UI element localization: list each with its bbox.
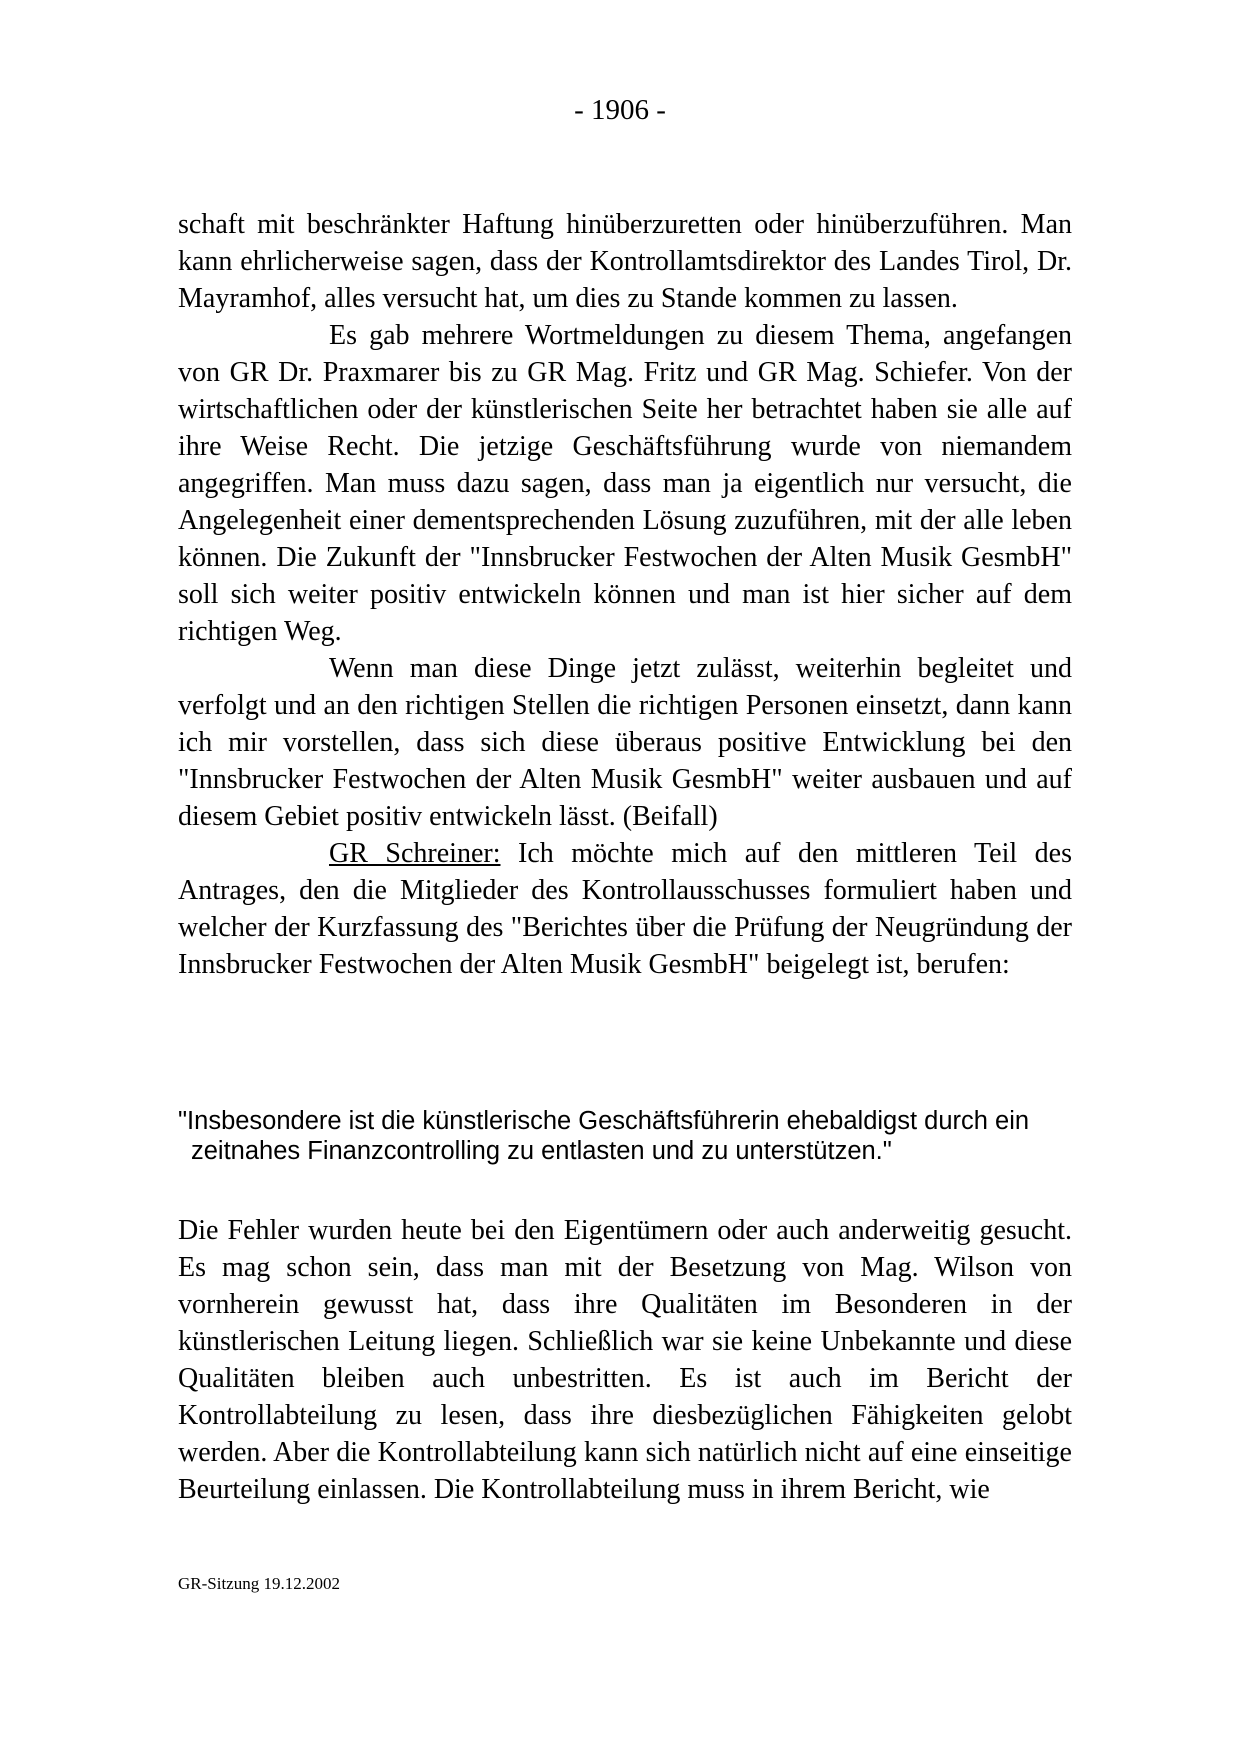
- paragraph: schaft mit beschränkter Haftung hinüberzuretten oder hinüberzuführen. Man kann ehrlicherweise sagen, dass der Kontrollamtsdirektor des Landes Tirol, Dr. Mayramhof, alles versucht hat, um dies zu Stande kommen zu lassen.: [178, 209, 1072, 314]
- quote-line: "Insbesondere ist die künstlerische Geschäftsführerin ehebaldigst durch ein: [178, 1107, 1030, 1135]
- speaker-statement: Ich möchte mich auf den mittleren Teil des Antrages, den die Mitglieder des Kontrollausschusses formuliert haben und welcher der Kurzfassung des "Berichtes über die Prüfung der Neugründung der Innsbrucker Festwochen der Alten Musik GesmbH" beigelegt ist, berufen:: [178, 838, 1072, 980]
- paragraph: Es gab mehrere Wortmeldungen zu diesem Thema, angefangen von GR Dr. Praxmarer bis zu GR Mag. Fritz und GR Mag. Schiefer. Von der wirtschaftlichen oder der künstlerischen Seite her betrachtet haben sie alle auf ihre Weise Recht. Die jetzige Geschäftsführung wurde von niemandem angegriffen. Man muss dazu sagen, dass man ja eigentlich nur versucht, die Angelegenheit einer dementsprechenden Lösung zuzuführen, mit der alle leben können. Die Zukunft der "Innsbrucker Festwochen der Alten Musik GesmbH" soll sich weiter positiv entwickeln können und man ist hier sicher auf dem richtigen Weg.: [178, 320, 1072, 647]
- quoted-motion: [178, 1106, 1078, 1166]
- speaker-name: GR Schreiner:: [329, 838, 501, 869]
- page-number: - 1906 -: [574, 94, 666, 126]
- quote-line: zeitnahes Finanzcontrolling zu entlasten und zu unterstützen.": [191, 1137, 892, 1165]
- footer-session-date: GR-Sitzung 19.12.2002: [178, 1574, 340, 1593]
- body-text-lower: [178, 1212, 1072, 1508]
- paragraph: Wenn man diese Dinge jetzt zulässt, weiterhin begleitet und verfolgt und an den richtigen Stellen die richtigen Personen einsetzt, dann kann ich mir vorstellen, dass sich diese überaus positive Entwicklung bei den "Innsbrucker Festwochen der Alten Musik GesmbH" weiter ausbauen und auf diesem Gebiet positiv entwickeln lässt. (Beifall): [178, 653, 1072, 832]
- paragraph: Die Fehler wurden heute bei den Eigentümern oder auch anderweitig gesucht. Es mag schon sein, dass man mit der Besetzung von Mag. Wilson von vornherein gewusst hat, dass ihre Qualitäten im Besonderen in der künstlerischen Leitung liegen. Schließlich war sie keine Unbekannte und diese Qualitäten bleiben auch unbestritten. Es ist auch im Bericht der Kontrollabteilung zu lesen, dass ihre diesbezüglichen Fähigkeiten gelobt werden. Aber die Kontrollabteilung kann sich natürlich nicht auf eine einseitige Beurteilung einlassen. Die Kontrollabteilung muss in ihrem Bericht, wie: [178, 1215, 1072, 1505]
- speaker-paragraph: [178, 835, 1072, 983]
- body-text-upper: [178, 206, 1072, 983]
